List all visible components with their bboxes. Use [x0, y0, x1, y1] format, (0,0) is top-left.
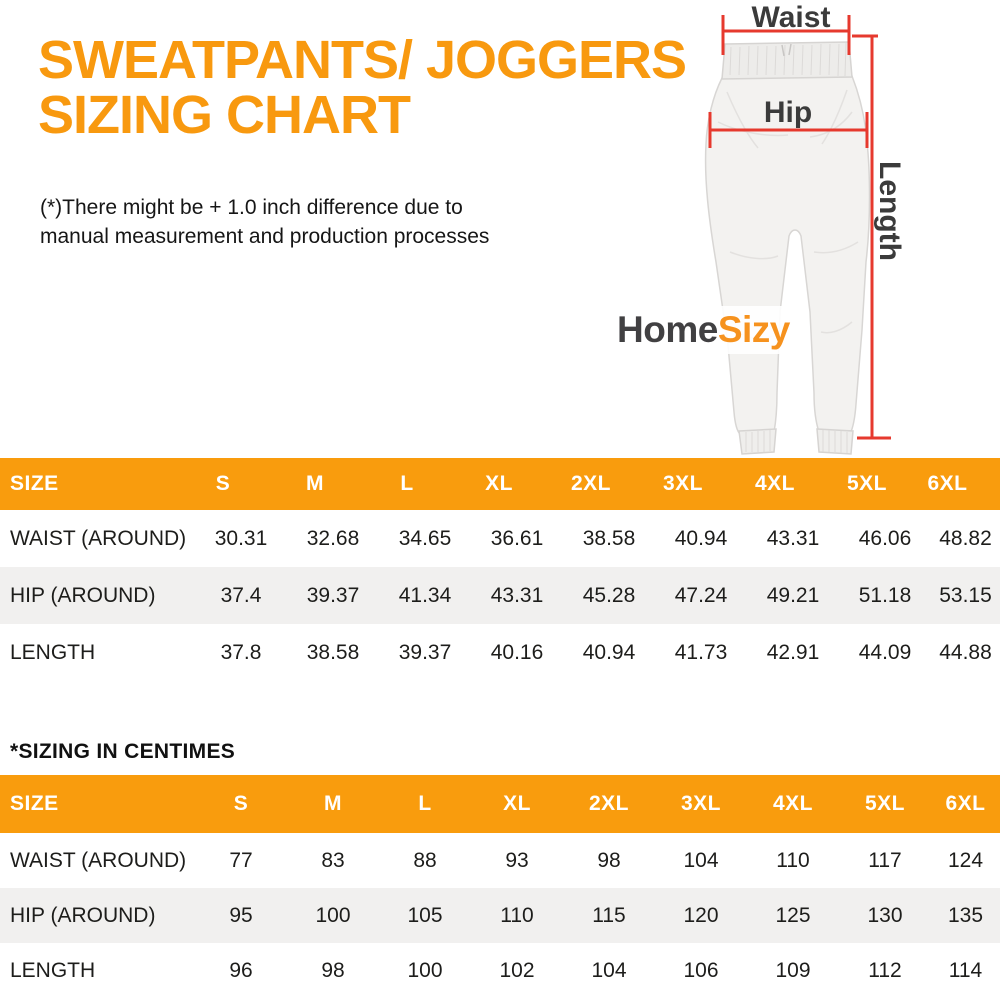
row-label-waist: WAIST (AROUND) [10, 526, 187, 550]
cell: 83 [321, 848, 345, 872]
inch-header-6xl: 6XL [931, 458, 1000, 510]
cell: 98 [597, 848, 621, 872]
cell: 46.06 [858, 526, 912, 550]
disclaimer-line2: manual measurement and production processes [40, 224, 490, 248]
cell: 32.68 [306, 526, 360, 550]
cm-row-hip [0, 888, 1000, 943]
row-label-waist: WAIST (AROUND) [10, 848, 187, 872]
cell: 42.91 [766, 640, 820, 664]
inch-header-size: SIZE [0, 458, 195, 510]
page-title [38, 30, 687, 146]
cell: 88 [413, 848, 437, 872]
cell: 93 [505, 848, 529, 872]
cm-header-s: S [195, 775, 287, 833]
inch-header-4xl: 4XL [747, 458, 839, 510]
hip-annotation-label: Hip [763, 96, 813, 129]
cell: 38.58 [306, 640, 360, 664]
inch-header-3xl: 3XL [655, 458, 747, 510]
cm-header-xl: XL [471, 775, 563, 833]
cm-header-size: SIZE [0, 775, 195, 833]
cell: 120 [683, 903, 719, 927]
inch-header-5xl: 5XL [839, 458, 931, 510]
cell: 114 [948, 958, 983, 982]
homesizy-logo [617, 309, 790, 351]
disclaimer-line1: (*)There might be + 1.0 inch difference due to [40, 196, 463, 219]
cell: 105 [407, 903, 443, 927]
logo-text-sizy: Sizy [717, 309, 790, 350]
cell: 95 [229, 903, 253, 927]
cell: 51.18 [858, 583, 912, 607]
cm-header-row [0, 775, 1000, 833]
cell: 117 [868, 848, 902, 872]
cm-sizing-table [0, 775, 1000, 998]
page-title-line2: SIZING CHART [38, 85, 410, 146]
cm-header-5xl: 5XL [839, 775, 931, 833]
cell: 135 [947, 903, 984, 927]
cell: 125 [775, 903, 811, 927]
row-label-length: LENGTH [10, 958, 96, 982]
cm-header-l: L [379, 775, 471, 833]
cell: 100 [407, 958, 443, 982]
cell: 43.31 [490, 583, 544, 607]
row-label-hip: HIP (AROUND) [10, 903, 156, 927]
cell: 109 [775, 958, 811, 982]
cell: 49.21 [766, 583, 820, 607]
inch-header-m: M [287, 458, 379, 510]
cm-section-note: *SIZING IN CENTIMES [10, 740, 236, 763]
cm-header-2xl: 2XL [563, 775, 655, 833]
measurement-disclaimer [40, 194, 489, 252]
cell: 30.31 [214, 526, 268, 550]
cell: 44.09 [858, 640, 912, 664]
row-label-length: LENGTH [10, 640, 96, 664]
cell: 39.37 [398, 640, 452, 664]
cell: 124 [947, 848, 984, 872]
cell: 53.15 [939, 583, 992, 607]
cell: 100 [315, 903, 351, 927]
inch-row-length [0, 624, 1000, 681]
row-label-hip: HIP (AROUND) [10, 583, 156, 607]
cell: 130 [867, 903, 903, 927]
cm-header-6xl: 6XL [931, 775, 1000, 833]
cell: 43.31 [766, 526, 820, 550]
cell: 39.37 [306, 583, 360, 607]
cell: 40.16 [490, 640, 544, 664]
cell: 40.94 [674, 526, 728, 550]
cell: 44.88 [939, 640, 992, 664]
cm-row-length [0, 943, 1000, 998]
cell: 98 [321, 958, 345, 982]
inch-row-waist [0, 510, 1000, 567]
inch-row-hip [0, 567, 1000, 624]
length-annotation-label: Length [873, 161, 906, 261]
cell: 102 [499, 958, 535, 982]
ankle-cuffs [739, 429, 853, 454]
cell: 40.94 [582, 640, 636, 664]
cell: 48.82 [939, 526, 992, 550]
pants-illustration [600, 0, 1000, 458]
cm-header-4xl: 4XL [747, 775, 839, 833]
logo-text-home: Home [617, 309, 718, 350]
cell: 34.65 [398, 526, 452, 550]
cell: 38.58 [582, 526, 636, 550]
cell: 106 [683, 958, 719, 982]
cell: 45.28 [582, 583, 636, 607]
inch-header-row [0, 458, 1000, 510]
cell: 112 [868, 958, 902, 982]
cell: 36.61 [490, 526, 544, 550]
cell: 77 [229, 848, 253, 872]
cell: 41.73 [674, 640, 728, 664]
inch-sizing-table [0, 458, 1000, 681]
cm-header-m: M [287, 775, 379, 833]
cm-row-waist [0, 833, 1000, 888]
waist-annotation-label: Waist [751, 1, 831, 34]
pants-figure [600, 0, 1000, 458]
page-title-line1: SWEATPANTS/ JOGGERS [38, 30, 687, 90]
cell: 110 [776, 848, 810, 872]
inch-header-2xl: 2XL [563, 458, 655, 510]
inch-header-xl: XL [471, 458, 563, 510]
cell: 115 [592, 903, 626, 927]
inch-header-l: L [379, 458, 471, 510]
cell: 104 [591, 958, 627, 982]
cell: 41.34 [398, 583, 452, 607]
inch-header-s: S [195, 458, 287, 510]
cell: 47.24 [674, 583, 728, 607]
cm-header-3xl: 3XL [655, 775, 747, 833]
cell: 96 [229, 958, 253, 982]
cell: 104 [683, 848, 719, 872]
cell: 110 [500, 903, 534, 927]
cell: 37.8 [220, 640, 262, 664]
cell: 37.4 [220, 583, 262, 607]
